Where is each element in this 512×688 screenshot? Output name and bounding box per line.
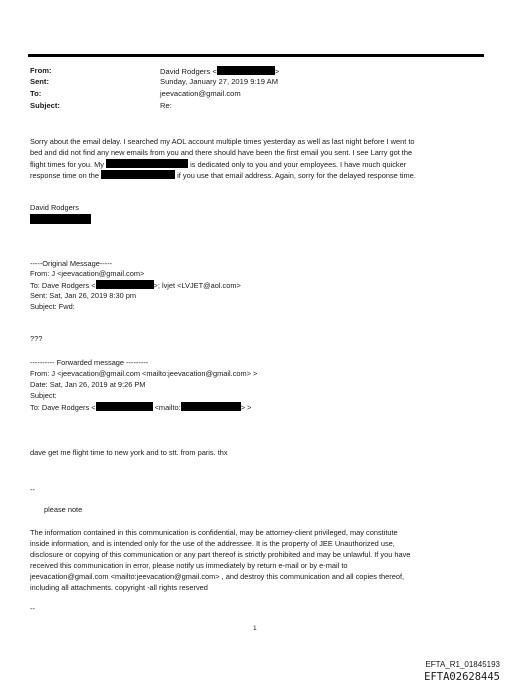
- redaction: [101, 170, 175, 179]
- closing-dashes: --: [30, 604, 35, 613]
- forwarded-subject: Subject:: [30, 391, 57, 400]
- redaction: [30, 214, 91, 224]
- original-subject: Subject: Fwd:: [30, 302, 75, 311]
- original-heading: -----Original Message-----: [30, 259, 113, 268]
- redaction: [217, 66, 275, 75]
- question-marks: ???: [30, 334, 43, 343]
- from-name: David Rodgers <: [160, 67, 217, 76]
- disclaimer-line: disclosure or copying of this communication or any part thereof is strictly prohibited and may be unlawful. If you have: [30, 550, 411, 559]
- sent-value: Sunday, January 27, 2019 9:19 AM: [160, 77, 279, 86]
- body-line: Sorry about the email delay. I searched my AOL account multiple times yesterday as well as last night before I went to: [30, 137, 415, 146]
- subject-label: Subject:: [30, 101, 60, 110]
- redaction: [96, 280, 154, 289]
- disclaimer-line: The information contained in this communication is confidential, may be attorney-client privileged, may constitute: [30, 528, 398, 537]
- forwarded-to: [30, 402, 251, 413]
- original-to-text: >; lvjet <LVJET@aol.com>: [153, 281, 241, 290]
- redaction: [181, 402, 241, 411]
- redaction: [96, 402, 153, 411]
- forwarded-date: Date: Sat, Jan 26, 2019 at 9:26 PM: [30, 380, 146, 389]
- please-note: please note: [44, 505, 83, 514]
- body-line: bed and did not find any new emails from you and there should have been the first email you sent. I see Larry got the: [30, 148, 413, 157]
- original-to-text: To: Dave Rodgers <: [30, 281, 96, 290]
- body-line: [30, 170, 416, 181]
- sent-label: Sent:: [30, 77, 49, 86]
- forwarded-from: From: J <jeevacation@gmail.com <mailto:jeevacation@gmail.com> >: [30, 369, 258, 378]
- disclaimer-line: inside information, and is intended only for the use of the addressee. It is the property of JEE Unauthorized use,: [30, 539, 395, 548]
- footer-id-secondary: EFTA02628445: [424, 671, 500, 683]
- to-value: jeevacation@gmail.com: [160, 89, 241, 98]
- footer-id-primary: EFTA_R1_01845193: [425, 660, 500, 669]
- to-label: To:: [30, 89, 42, 98]
- body-text: response time on the: [30, 171, 100, 180]
- forwarded-to-text: > >: [240, 403, 252, 412]
- forwarded-to-text: To: Dave Rodgers <: [30, 403, 96, 412]
- body-text: if you use that email address. Again, sorry for the delayed response time.: [177, 171, 416, 180]
- header-rule: [28, 54, 484, 57]
- disclaimer-line: including all attachments. copyright -all rights reserved: [30, 583, 208, 592]
- disclaimer-line: received this communication in error, please notify us immediately by return e-mail or by e-mail to: [30, 561, 348, 570]
- original-from: From: J <jeevacation@gmail.com>: [30, 269, 145, 278]
- signature: David Rodgers: [30, 203, 79, 212]
- page-number: 1: [253, 625, 257, 632]
- body-line: [30, 159, 406, 170]
- from-label: From:: [30, 66, 52, 75]
- body-text: is dedicated only to you and your employees. I have much quicker: [190, 160, 407, 169]
- from-value: [160, 66, 279, 77]
- message-text: dave get me flight time to new york and to stt. from paris. thx: [30, 448, 228, 457]
- forwarded-heading: ---------- Forwarded message ---------: [30, 358, 149, 367]
- subject-value: Re:: [160, 101, 172, 110]
- forwarded-to-text: <mailto:: [154, 403, 181, 412]
- body-text: flight times for you. My: [30, 160, 104, 169]
- disclaimer-line: jeevacation@gmail.com <mailto:jeevacation@gmail.com> , and destroy this communication and all copies thereof,: [30, 572, 405, 581]
- signature-dashes: --: [30, 485, 35, 494]
- from-close: >: [274, 67, 280, 76]
- original-sent: Sent: Sat, Jan 26, 2019 8:30 pm: [30, 291, 137, 300]
- redaction: [106, 159, 188, 168]
- original-to: [30, 280, 241, 291]
